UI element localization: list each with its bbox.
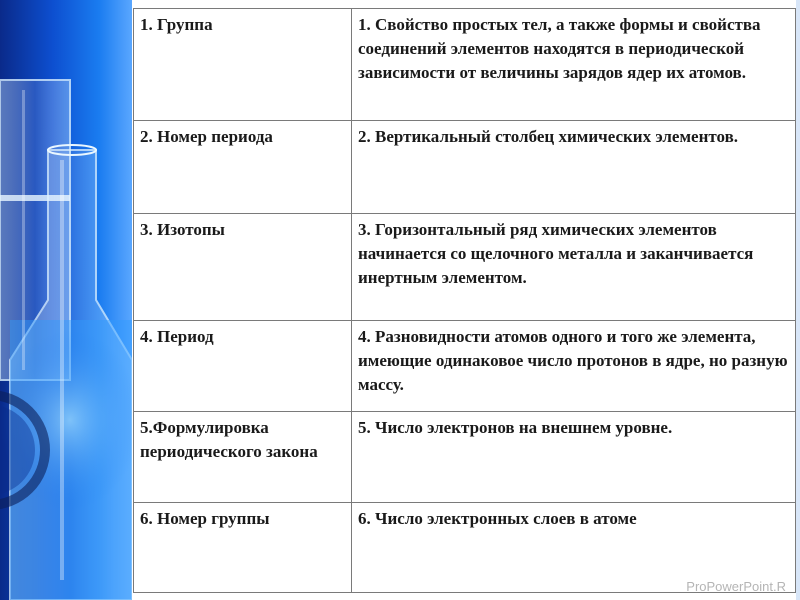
term-cell: 5.Формулировка периодического закона (134, 412, 352, 503)
table-row (134, 214, 796, 321)
glassware-illustration (0, 0, 132, 600)
term-cell: 6. Номер группы (134, 503, 352, 593)
lab-glassware-image (0, 0, 132, 600)
table-row (134, 412, 796, 503)
definition-cell: 5. Число электронов на внешнем уровне. (352, 412, 796, 503)
watermark: ProPowerPoint.R (686, 579, 786, 594)
slide-edge (796, 0, 800, 600)
matching-table-container (133, 8, 795, 592)
definition-cell: 1. Свойство простых тел, а также формы и свойства соединений элементов находятся в периодической зависимости от величины зарядов ядер их атомов. (352, 9, 796, 121)
term-cell: 1. Группа (134, 9, 352, 121)
term-cell: 4. Период (134, 321, 352, 412)
definition-cell: 2. Вертикальный столбец химических элементов. (352, 121, 796, 214)
table-row (134, 9, 796, 121)
definition-cell: 6. Число электронных слоев в атоме (352, 503, 796, 593)
term-cell: 3. Изотопы (134, 214, 352, 321)
table-row (134, 321, 796, 412)
term-cell: 2. Номер периода (134, 121, 352, 214)
matching-table (133, 8, 796, 593)
table-row (134, 121, 796, 214)
definition-cell: 3. Горизонтальный ряд химических элементов начинается со щелочного металла и заканчивается инертным элементом. (352, 214, 796, 321)
definition-cell: 4. Разновидности атомов одного и того же элемента, имеющие одинаковое число протонов в ядре, но разную массу. (352, 321, 796, 412)
